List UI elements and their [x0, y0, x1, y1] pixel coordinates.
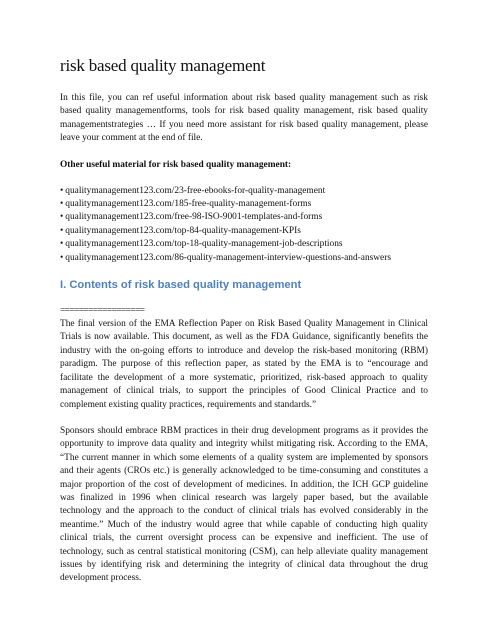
body-paragraph-1: The final version of the EMA Reflection Paper on Risk Based Quality Management in Clinical Trials is now available. This document, as well as the FDA Guidance, significantly benefits the industry with the on-going efforts to introduce and develop the risk-based monitoring (RBM) paradigm. The purpose of this reflection paper, as stated by the EMA is to “encourage and facilitate the development of a more systematic, prioritized, risk-based approach to quality management of clinical trials, to support the principles of Good Clinical Practice and to complement existing quality practices, requirements and standards.”	[60, 319, 428, 410]
section-heading: I. Contents of risk based quality management	[60, 279, 302, 292]
resource-link[interactable]: qualitymanagement123.com/top-84-quality-management-KPIs	[65, 225, 301, 236]
resource-link[interactable]: qualitymanagement123.com/23-free-ebooks-for-quality-management	[65, 185, 326, 196]
divider-line: ==================	[60, 306, 145, 317]
resource-link[interactable]: qualitymanagement123.com/86-quality-management-interview-questions-and-answers	[65, 252, 391, 263]
list-item	[60, 238, 428, 251]
list-item	[60, 252, 428, 265]
body-paragraph-2: Sponsors should embrace RBM practices in their drug development programs as it provides the opportunity to improve data quality and integrity whilst mitigating risk. According to the EMA, “The current manner in which some elements of a quality system are implemented by sponsors and their agents (CROs etc.) is generally acknowledged to be time-consuming and constitutes a major proportion of the cost of development of medicines. In addition, the ICH GCP guideline was finalized in 1996 when clinical research was largely paper based, but the available technology and the approach to the conduct of clinical trials has evolved considerably in the meantime.” Much of the industry would agree that while capable of conducting high quality clinical trials, the current oversight process can be expensive and inefficient. The use of technology, such as central statistical monitoring (CSM), can help alleviate quality management issues by identifying risk and determining the integrity of clinical data throughout the drug development process.	[60, 425, 428, 584]
list-item	[60, 198, 428, 211]
list-item	[60, 185, 428, 198]
bullet-icon: •	[60, 239, 64, 250]
list-item	[60, 225, 428, 238]
bullet-icon: •	[60, 199, 64, 210]
resource-link[interactable]: qualitymanagement123.com/top-18-quality-management-job-descriptions	[65, 239, 343, 250]
resource-link[interactable]: qualitymanagement123.com/free-98-ISO-9001-templates-and-forms	[65, 212, 323, 223]
bullet-icon: •	[60, 225, 64, 236]
resource-link-list	[60, 185, 428, 265]
other-material-heading: Other useful material for risk based quality management:	[60, 159, 292, 170]
resource-link[interactable]: qualitymanagement123.com/185-free-quality-management-forms	[65, 199, 312, 210]
bullet-icon: •	[60, 212, 64, 223]
document-body	[60, 55, 428, 599]
bullet-icon: •	[60, 185, 64, 196]
bullet-icon: •	[60, 252, 64, 263]
document-title: risk based quality management	[60, 56, 266, 75]
intro-paragraph: In this file, you can ref useful information about risk based quality management such as risk based quality managementforms, tools for risk based quality management, risk based quality managementstrategies … If you need more assistant for risk based quality management, please leave your comment at the end of file.	[60, 93, 428, 144]
list-item	[60, 211, 428, 224]
